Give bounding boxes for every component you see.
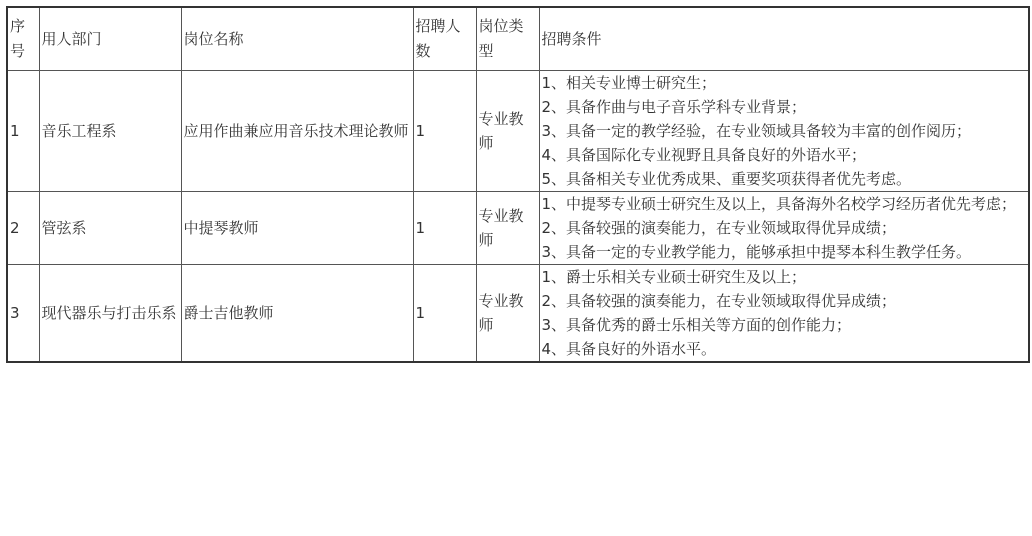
row-position: 爵士吉他教师 [181,265,413,363]
recruitment-table [6,6,1030,363]
condition-line: 2、具备较强的演奏能力，在专业领域取得优异成绩； [541,292,897,310]
condition-line: 3、具备一定的专业教学能力，能够承担中提琴本科生教学任务。 [541,243,972,261]
row-dept: 现代器乐与打击乐系 [39,265,181,363]
row-dept: 管弦系 [39,192,181,265]
table-row [7,192,1029,265]
header-dept: 用人部门 [39,7,181,71]
header-no: 序号 [7,7,39,71]
row-count: 1 [413,265,476,363]
header-conditions: 招聘条件 [539,7,1029,71]
row-position: 中提琴教师 [181,192,413,265]
condition-line: 1、相关专业博士研究生； [541,74,717,92]
condition-line: 1、中提琴专业硕士研究生及以上，具备海外名校学习经历者优先考虑； [541,195,1017,213]
condition-line: 5、具备相关专业优秀成果、重要奖项获得者优先考虑。 [541,170,912,188]
row-conditions [539,192,1029,265]
condition-line: 2、具备较强的演奏能力，在专业领域取得优异成绩； [541,219,897,237]
header-type: 岗位类型 [476,7,539,71]
row-count: 1 [413,71,476,192]
row-type: 专业教师 [476,71,539,192]
row-conditions [539,71,1029,192]
row-conditions [539,265,1029,363]
row-dept: 音乐工程系 [39,71,181,192]
header-row [7,7,1029,71]
row-position: 应用作曲兼应用音乐技术理论教师 [181,71,413,192]
condition-line: 4、具备良好的外语水平。 [541,340,717,358]
table-row [7,71,1029,192]
row-no: 3 [7,265,39,363]
condition-line: 1、爵士乐相关专业硕士研究生及以上； [541,268,807,286]
condition-line: 2、具备作曲与电子音乐学科专业背景； [541,98,807,116]
condition-line: 4、具备国际化专业视野且具备良好的外语水平； [541,146,867,164]
row-no: 1 [7,71,39,192]
row-no: 2 [7,192,39,265]
condition-line: 3、具备优秀的爵士乐相关等方面的创作能力； [541,316,852,334]
header-position: 岗位名称 [181,7,413,71]
row-type: 专业教师 [476,192,539,265]
row-type: 专业教师 [476,265,539,363]
header-count: 招聘人数 [413,7,476,71]
table-row [7,265,1029,363]
condition-line: 3、具备一定的教学经验，在专业领域具备较为丰富的创作阅历； [541,122,972,140]
row-count: 1 [413,192,476,265]
